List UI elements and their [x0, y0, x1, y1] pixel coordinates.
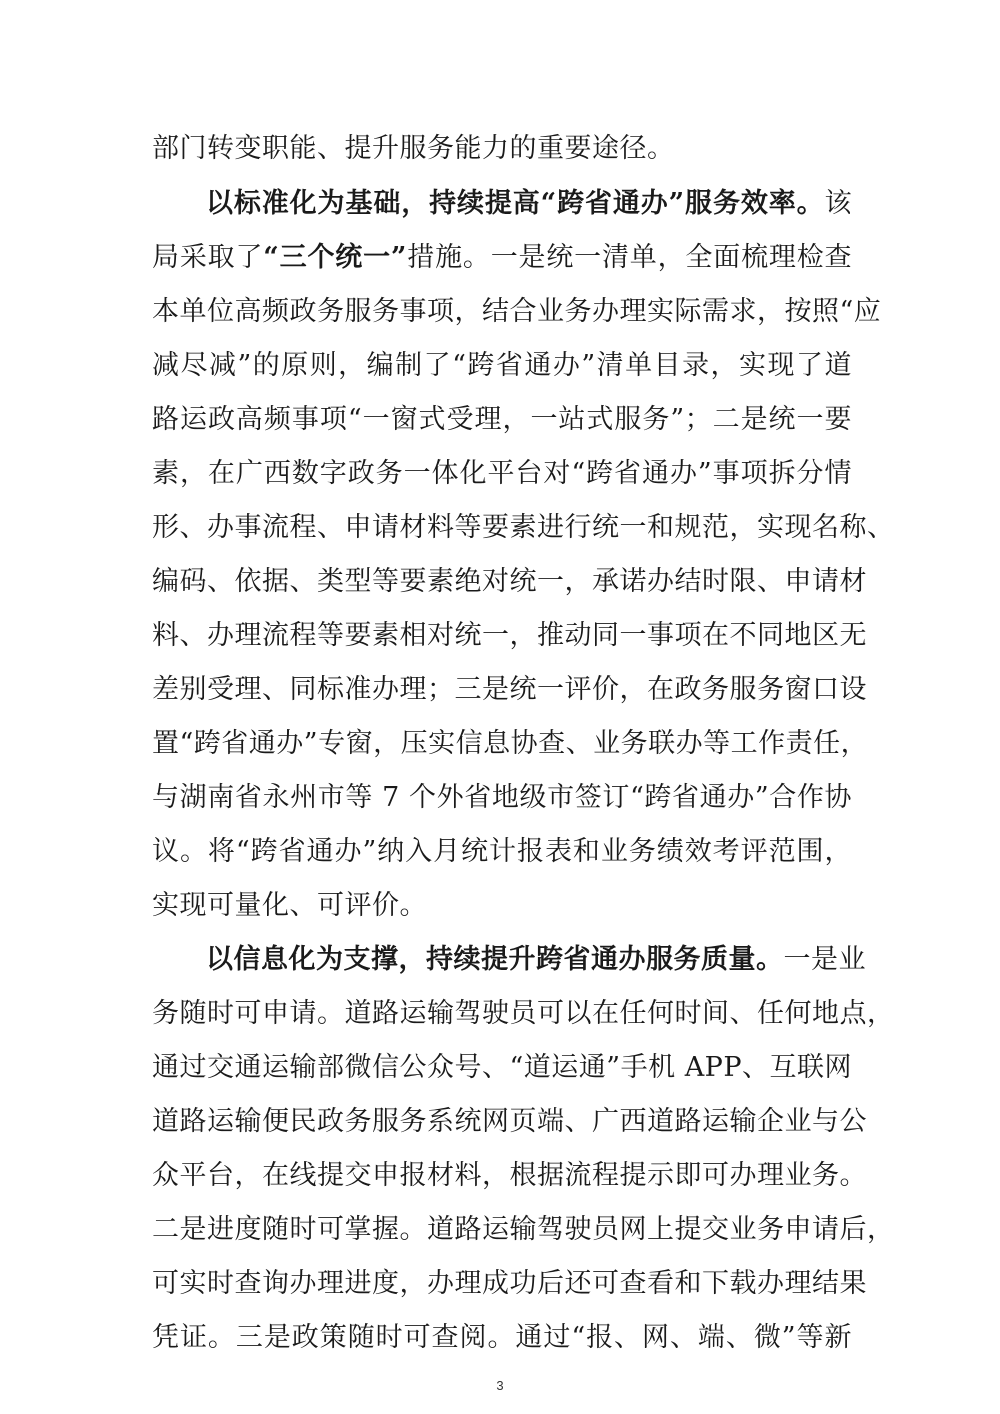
paragraph-line: [206, 187, 852, 221]
paragraph-line: 实现可量化、可评价。: [152, 890, 427, 921]
paragraph-line: 众平台，在线提交申报材料，根据流程提示即可办理业务。: [152, 1160, 867, 1191]
inline-text: 该: [824, 188, 852, 219]
paragraph-line: 料、办理流程等要素相对统一，推动同一事项在不同地区无: [152, 620, 867, 651]
paragraph-line: 可实时查询办理进度，办理成功后还可查看和下载办理结果: [152, 1268, 867, 1299]
page-number: 3: [496, 1378, 504, 1393]
inline-text: 一是业: [783, 944, 866, 975]
paragraph-line: 务随时可申请。道路运输驾驶员可以在任何时间、任何地点，: [152, 998, 895, 1029]
paragraph-line: 凭证。三是政策随时可查阅。通过“报、网、端、微”等新: [152, 1322, 852, 1353]
inline-text: 局采取了: [152, 242, 264, 273]
paragraph-line: 编码、依据、类型等要素绝对统一，承诺办结时限、申请材: [152, 566, 867, 597]
paragraph-line: 素，在广西数字政务一体化平台对“跨省通办”事项拆分情: [152, 458, 852, 489]
paragraph-line: 本单位高频政务服务事项，结合业务办理实际需求，按照“应: [152, 296, 882, 327]
section-heading: 以信息化为支撑，持续提升跨省通办服务质量。: [206, 944, 784, 975]
paragraph-line: 与湖南省永州市等 7 个外省地级市签订“跨省通办”合作协: [152, 782, 852, 813]
emphasis-text: “三个统一”: [263, 242, 407, 273]
paragraph-line: [206, 943, 866, 977]
paragraph-line: 部门转变职能、提升服务能力的重要途径。: [152, 133, 675, 164]
paragraph-line: 二是进度随时可掌握。道路运输驾驶员网上提交业务申请后，: [152, 1214, 895, 1245]
paragraph-line: 置“跨省通办”专窗，压实信息协查、业务联办等工作责任，: [152, 728, 869, 759]
section-heading: 以标准化为基础，持续提高“跨省通办”服务效率。: [206, 188, 825, 219]
paragraph-line: 形、办事流程、申请材料等要素进行统一和规范，实现名称、: [152, 512, 895, 543]
paragraph-line: [152, 241, 852, 275]
paragraph-line: 减尽减”的原则，编制了“跨省通办”清单目录，实现了道: [152, 350, 852, 381]
paragraph-line: 道路运输便民政务服务系统网页端、广西道路运输企业与公: [152, 1106, 867, 1137]
paragraph-line: 路运政高频事项“一窗式受理，一站式服务”；二是统一要: [152, 404, 852, 435]
paragraph-line: 议。将“跨省通办”纳入月统计报表和业务绩效考评范围，: [152, 836, 852, 867]
paragraph-line: 通过交通运输部微信公众号、“道运通”手机 APP、互联网: [152, 1052, 853, 1083]
paragraph-line: 差别受理、同标准办理；三是统一评价，在政务服务窗口设: [152, 674, 867, 705]
inline-text: 措施。一是统一清单，全面梳理检查: [406, 242, 853, 273]
